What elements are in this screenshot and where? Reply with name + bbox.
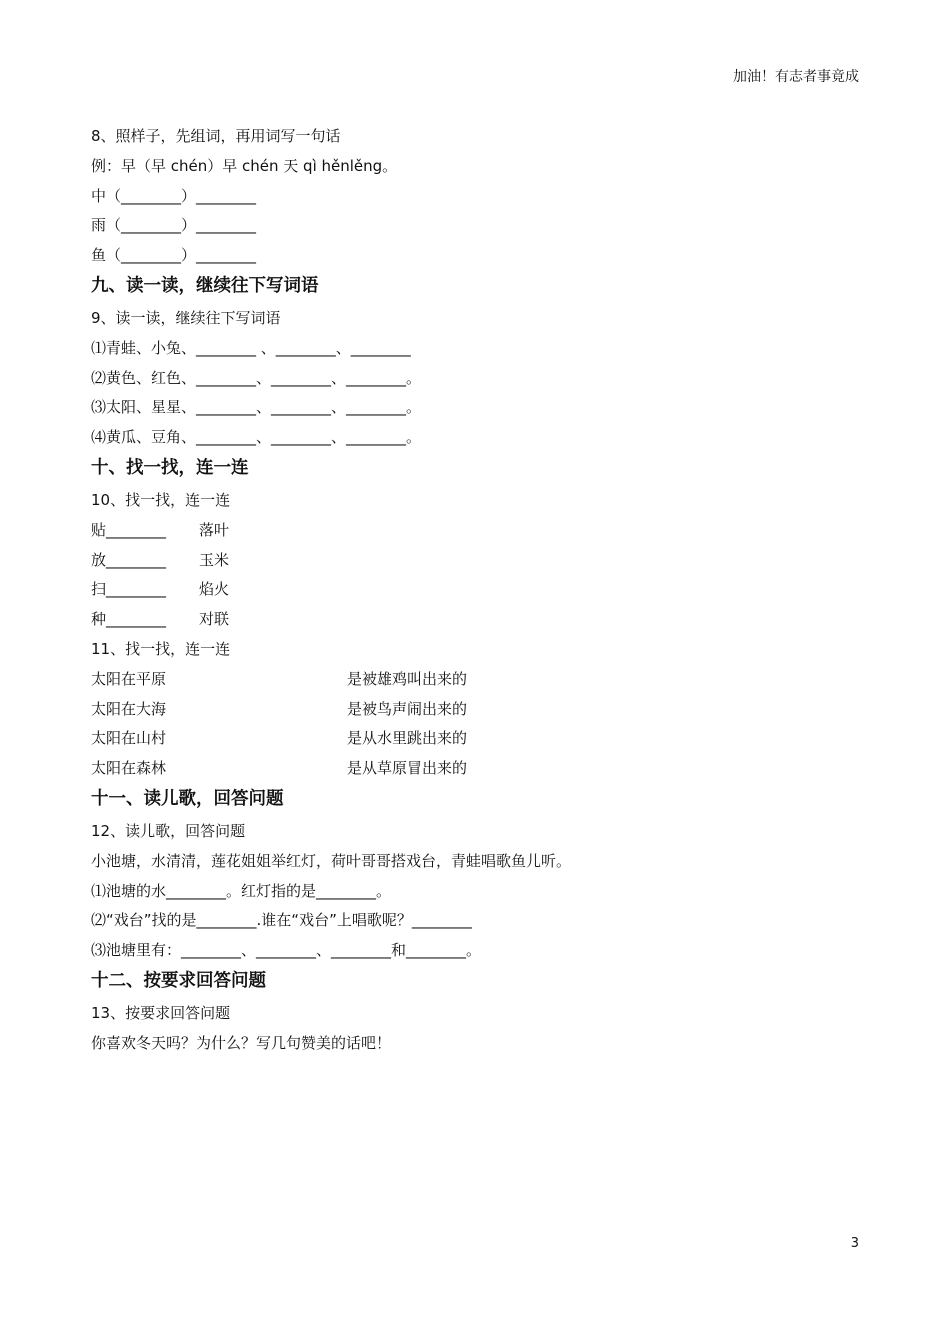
- match-left: 太阳在山村: [91, 729, 167, 748]
- question-9-title: 9、读一读，继续往下写词语: [91, 308, 281, 327]
- match-left: 太阳在平原: [91, 669, 167, 688]
- question-9-item: ⑷黄瓜、豆角、________、________、________。: [91, 428, 422, 447]
- question-12-title: 12、读儿歌，回答问题: [91, 821, 246, 840]
- section-12-heading: 十二、按要求回答问题: [91, 970, 266, 991]
- poem-text: 小池塘，水清清，莲花姐姐举红灯，荷叶哥哥搭戏台，青蛙唱歌鱼儿听。: [91, 851, 572, 870]
- matching-row: [91, 665, 861, 695]
- question-8-item: 中（________）________: [91, 186, 257, 205]
- matching-row: [91, 724, 861, 754]
- question-9-item: ⑴青蛙、小兔、________ 、________、________: [91, 338, 411, 357]
- section-9-heading: 九、读一读，继续往下写词语: [91, 275, 319, 296]
- match-left: 种________: [91, 610, 167, 629]
- match-right: 焰火: [199, 580, 230, 599]
- match-right: 落叶: [199, 520, 230, 539]
- page-header: 加油！有志者事竟成: [733, 69, 859, 85]
- match-left: 贴________: [91, 520, 167, 539]
- worksheet-content: [91, 122, 861, 1059]
- question-13-prompt: 你喜欢冬天吗？为什么？写几句赞美的话吧！: [91, 1033, 392, 1052]
- matching-row: [91, 605, 861, 635]
- question-12-item: ⑵“戏台”找的是________.谁在“戏台”上唱歌呢？________: [91, 911, 472, 930]
- question-8-title: 8、照样子，先组词，再用词写一句话: [91, 127, 341, 145]
- question-11-title: 11、找一找，连一连: [91, 639, 231, 658]
- match-left: 扫________: [91, 580, 167, 599]
- match-right: 是被鸟声闹出来的: [347, 699, 468, 718]
- match-right: 对联: [199, 610, 230, 629]
- match-left: 放________: [91, 550, 167, 569]
- match-right: 是从草原冒出来的: [347, 759, 468, 778]
- match-right: 玉米: [199, 550, 230, 569]
- section-10-heading: 十、找一找，连一连: [91, 457, 249, 478]
- match-left: 太阳在大海: [91, 699, 167, 718]
- question-8-item: 鱼（________）________: [91, 246, 257, 265]
- question-8-example: 例：早（早 chén）早 chén 天 qì hěnlěng。: [91, 156, 398, 175]
- matching-row: [91, 695, 861, 725]
- question-9-item: ⑵黄色、红色、________、________、________。: [91, 368, 422, 387]
- question-8-item: 雨（________）________: [91, 216, 257, 235]
- question-13-title: 13、按要求回答问题: [91, 1003, 231, 1022]
- question-10-title: 10、找一找，连一连: [91, 490, 231, 509]
- matching-row: [91, 516, 861, 546]
- matching-row: [91, 575, 861, 605]
- section-11-heading: 十一、读儿歌，回答问题: [91, 788, 284, 809]
- question-9-item: ⑶太阳、星星、________、________、________。: [91, 398, 422, 417]
- question-12-item: ⑴池塘的水________。红灯指的是________。: [91, 881, 392, 900]
- match-right: 是被雄鸡叫出来的: [347, 669, 468, 688]
- matching-row: [91, 546, 861, 576]
- match-right: 是从水里跳出来的: [347, 729, 468, 748]
- matching-row: [91, 754, 861, 784]
- page-number: 3: [850, 1236, 859, 1251]
- question-12-item: ⑶池塘里有：________、________、________和________。: [91, 941, 482, 960]
- match-left: 太阳在森林: [91, 759, 167, 778]
